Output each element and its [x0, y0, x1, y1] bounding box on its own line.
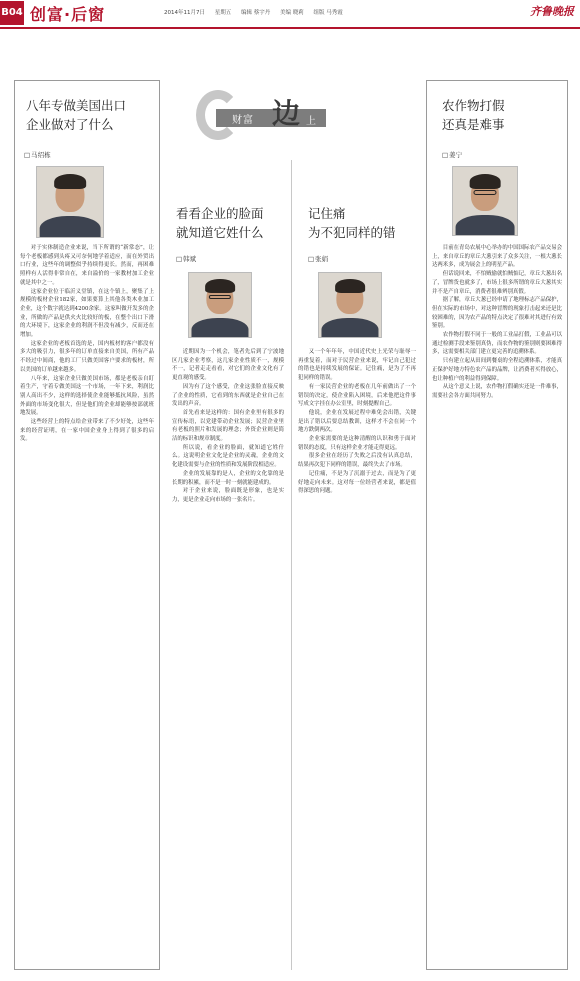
issue-info — [164, 8, 351, 16]
proofreader-credit: 组版 马秀霞 — [313, 10, 343, 16]
issue-weekday: 星期五 — [214, 10, 232, 16]
article-4-paragraph: 只有建立起从田间到餐桌的全程追溯体系，才能真正保护好地方特色农产品的品牌，让消费者买得放心，也让种植户的利益得到保障。 — [432, 358, 562, 382]
article-1-paragraph: 八年来，这家企业只做美国市场，都是老板亲自盯着生产，守着专做美国这一个市场，一年下来，利润比别人高出不少，这样的选择使企业能够抵抗风险，虽然外面的市场变化很大，但是他们的企业却能够按部就班地发展。 — [20, 375, 154, 417]
newspaper-logo: 齐鲁晚报 — [530, 5, 574, 18]
article-2-paragraph: 近期因为一个机会，笔者先后到了宁波地区几家企业考察，这几家企业性质不一，规模不一，记者走走看看，对它们的企业文化有了更直观的感受。 — [172, 349, 284, 382]
article-3-paragraph: 记住痛，不是为了沉溺于过去，而是为了更好地走向未来。这对每一位经营者来说，都是值得深思的问题。 — [298, 470, 416, 495]
article-4-byline: □ 姜宁 — [442, 150, 462, 159]
article-1-author-photo — [36, 166, 104, 238]
article-4-paragraph: 据了解，章丘大葱已经申请了地理标志产品保护，但在实际的市场中，对这种冒牌的现象打击起来还是比较困难的，因为农产品的特点决定了很难对其进行有效鉴别。 — [432, 297, 562, 330]
article-2-paragraph: 对于企业来说，脸面既是形象，也是实力，更是企业走向市场的一张名片。 — [172, 488, 284, 503]
section-title: 创富·后窗 — [30, 5, 106, 24]
page-number: B04 — [0, 1, 24, 25]
article-2-title-line1: 看看企业的脸面 — [176, 206, 264, 221]
article-2-title — [176, 204, 264, 242]
article-4-paragraph: 目前在青岛农展中心举办的中国国际农产品交易会上，来自章丘的章丘大葱引来了众多关注，一根大葱长达两米多，成为展会上的明星产品。 — [432, 245, 562, 269]
article-3-body — [298, 348, 416, 964]
article-4-title-line2: 还真是难事 — [442, 117, 505, 132]
article-3-paragraph: 企业家需要的是这种清醒的认识和勇于面对错误的态度，只有这样企业才能走得更远。 — [298, 436, 416, 451]
article-3-paragraph: 很多企业在经历了失败之后没有认真总结，结果再次犯下同样的错误，最终失去了市场。 — [298, 453, 416, 469]
banner-text-right: 上 — [306, 116, 316, 127]
article-1-title-line1: 八年专做美国出口 — [26, 98, 127, 113]
article-1-paragraph: 这些经营上的特点给企业带来了不少好处，这些年来的经营证明，在一家中国企业身上得到了很多的启发。 — [20, 419, 154, 443]
issue-date: 2014年11月7日 — [164, 10, 205, 16]
article-4-paragraph: 从这个意义上说，农作物打假确实还是一件难事，需要社会各方面共同努力。 — [432, 384, 562, 399]
article-1-body — [20, 244, 154, 964]
article-1-paragraph: 这家企业的老板首选的是，国内板材的客户都没有多大的吸引力，很多年的订单直接来自美国，所有产品不经过中间商，他的工厂只做美国客户要求的板材，所以美国的订单越来越多。 — [20, 340, 154, 373]
article-1-paragraph: 这家企业位于临沂义堂镇，在这个镇上，聚集了上规模的板材企业182家，如果要算上其他各类木业加工企业，这个数字就达到4200余家。这家叫做开发多的企业，所做的产品是供火火比较好的板，在整个出口下滑的大环境下，这家企业的利润不但没有减少，反而还在增加。 — [20, 288, 154, 339]
article-2-paragraph: 因为有了这个感受，企业这张脸直接反映了企业的性质，它看到的东西就是企业自己在发出的声音。 — [172, 383, 284, 408]
article-2-paragraph: 企业的发展靠的是人，企业的文化靠的是长期的积累，而不是一时一刻就能建成的。 — [172, 470, 284, 486]
article-1-paragraph: 对于实体制造企业来说，当下所谓的“新常态”，让每个老板都感到头疼又可奈何地学着适应，而在外贸出口行业，这些年的调整似乎持续得更长。然而，再困难照样有人活得非常自在，来自溢价的一家教材加工企业就是其中之一。 — [20, 245, 154, 286]
article-3-paragraph: 他说，企业在发展过程中难免会出错，关键是出了错以后要总结教训，这样才不会在同一个地方跌倒两次。 — [298, 409, 416, 434]
editor-credit: 编辑 蔡宇丹 — [241, 10, 271, 16]
article-4-author-photo — [452, 166, 518, 236]
column-banner — [196, 90, 412, 140]
article-3-title-line1: 记住痛 — [308, 206, 346, 221]
banner-text-left: 财富 — [232, 115, 254, 126]
article-1-title — [26, 96, 126, 134]
article-2-author-photo — [188, 272, 252, 338]
article-3-byline: □ 张娟 — [308, 254, 328, 263]
article-4-paragraph: 但话说回来，不怕贼偷就怕贼惦记，章丘大葱出名了，冒牌货也就多了，市场上很多所谓的章丘大葱其实并不是产自章丘，消费者很难辨别真假。 — [432, 271, 562, 295]
article-3-paragraph: 有一家民营企业的老板在几年前做出了一个错误的决定，使企业陷入困境，后来他把这件事写成文字挂在办公室里，时刻提醒自己。 — [298, 383, 416, 408]
article-4-title-line1: 农作物打假 — [442, 98, 505, 113]
article-2-paragraph: 首先看来是这样的：国有企业里有很多的宣传标语，以党建带动企业发展；民营企业里有老板的照片和发展的理念；外资企业则是简洁的标识和规章制度。 — [172, 409, 284, 443]
article-2-body — [172, 348, 284, 964]
article-3-author-photo — [318, 272, 382, 338]
article-3-title-line2: 为不犯同样的错 — [308, 225, 396, 240]
article-1-byline: □ 马绍栋 — [24, 150, 51, 159]
banner-text-big: 边 — [272, 97, 301, 130]
article-2-title-line2: 就知道它姓什么 — [176, 225, 264, 240]
article-3-title — [308, 204, 396, 242]
article-1-title-line2: 企业做对了什么 — [26, 117, 114, 132]
art-editor-credit: 美编 晓莉 — [280, 10, 304, 16]
header-rule — [0, 27, 580, 29]
article-2-paragraph: 所以说，看企业的脸面，就知道它姓什么。这说明企业文化是企业的灵魂，企业的文化建设需要与企业的性质和发展阶段相适应。 — [172, 444, 284, 469]
column-divider — [291, 160, 292, 970]
page-header — [0, 0, 580, 30]
article-4-title — [442, 96, 505, 134]
article-3-paragraph: 又一个年年年，中国近代史上光荣与耻辱一再重复着，而对于民营企业来说，牢记自己犯过的错也是持续发展的保证。记住痛，是为了不再犯同样的错误。 — [298, 349, 416, 382]
article-4-paragraph: 农作物打假不同于一般的工业品打假，工业品可以通过检测手段来鉴别真伪，而农作物的鉴别则要困难得多，这需要相关部门建立更完善的追溯体系。 — [432, 332, 562, 356]
article-4-body — [432, 244, 562, 964]
article-2-byline: □ 韩斌 — [176, 254, 196, 263]
